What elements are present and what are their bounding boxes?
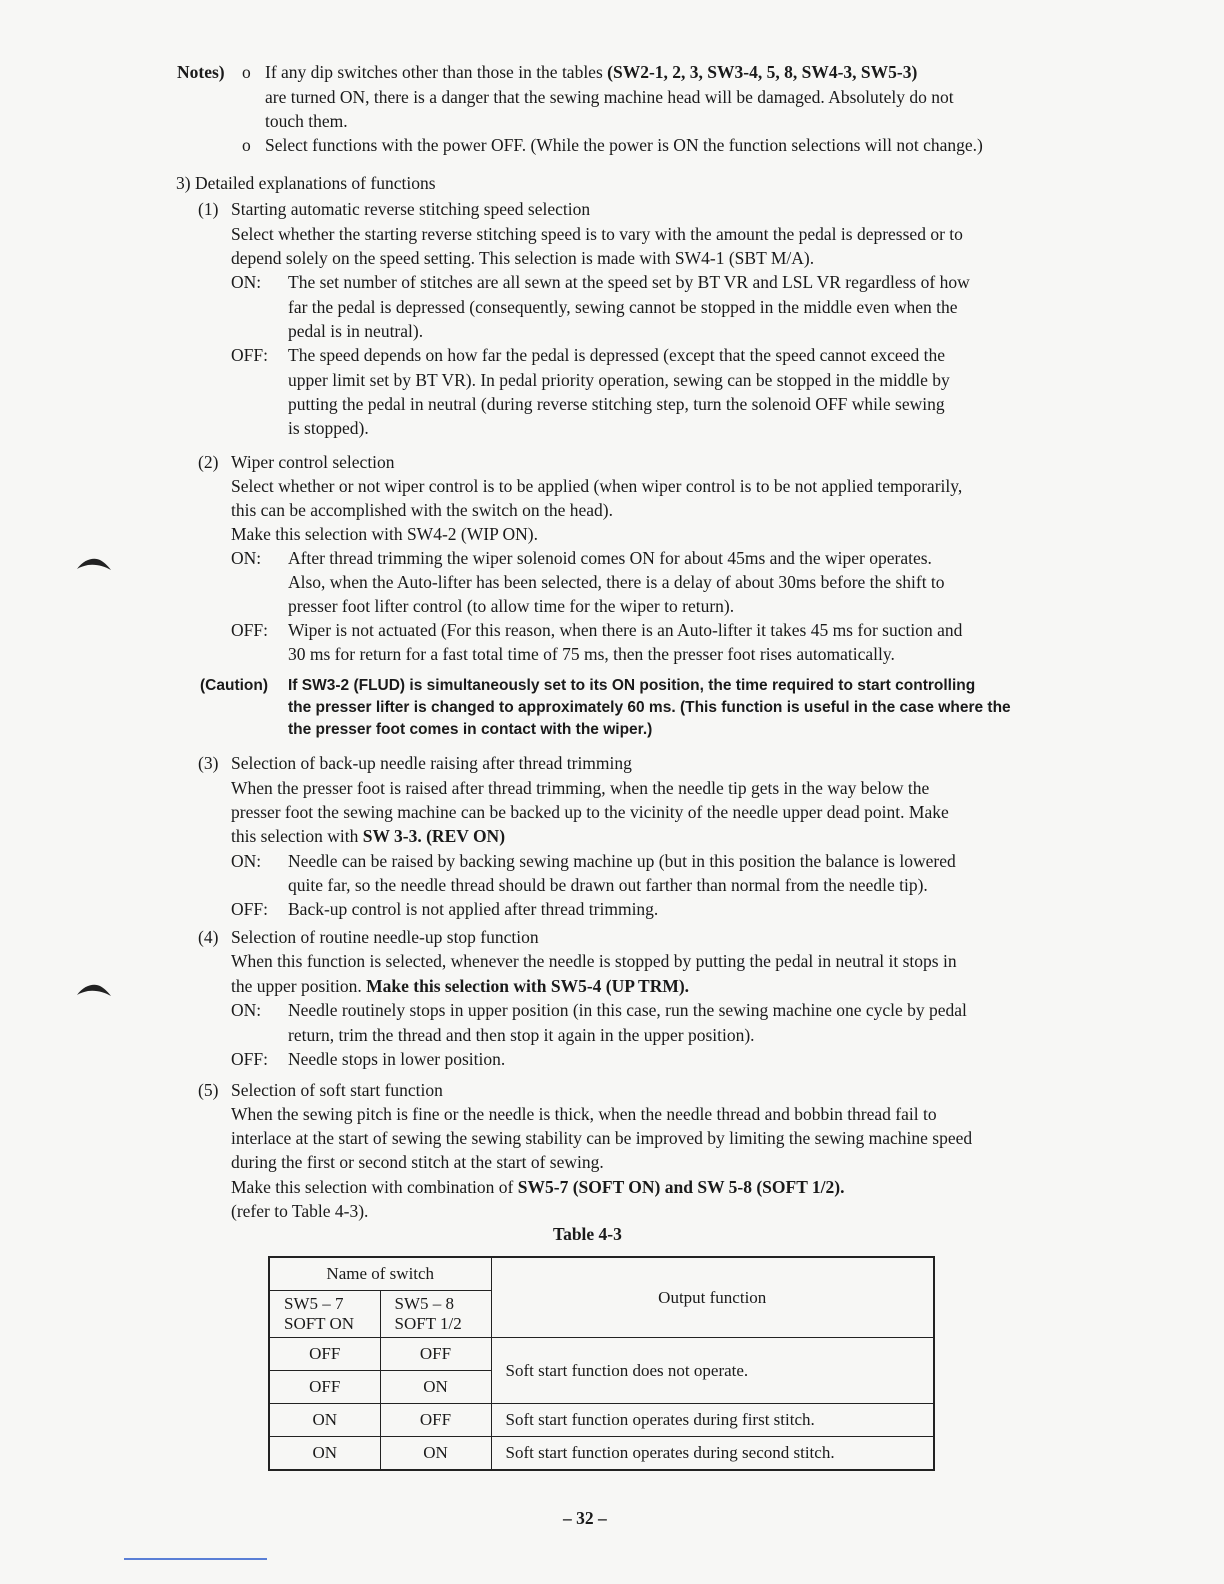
item1-off-label: OFF: xyxy=(231,345,268,365)
item5-text: Make this selection with combination of SW5-7 (SOFT ON) and SW 5-8 (SOFT 1/2). xyxy=(231,1177,845,1197)
item4-off-text: Needle stops in lower position. xyxy=(288,1049,506,1069)
section-heading: 3) Detailed explanations of functions xyxy=(176,173,436,193)
item4-title: Selection of routine needle-up stop function xyxy=(231,927,539,947)
item5-title: Selection of soft start function xyxy=(231,1080,443,1100)
table-header-output: Output function xyxy=(491,1257,934,1338)
item2-text: this can be accomplished with the switch on the head). xyxy=(231,500,613,520)
item4-on-label: ON: xyxy=(231,1000,262,1020)
binding-mark-icon xyxy=(76,557,112,571)
item2-off-text: Wiper is not actuated (For this reason, when there is an Auto-lifter it takes 45 ms for suction and xyxy=(288,620,963,640)
item3-number: (3) xyxy=(198,753,219,773)
caution-text: the presser lifter is changed to approximately 60 ms. (This function is useful in the case where the xyxy=(288,699,1011,716)
notes-bullet1-line3: touch them. xyxy=(265,111,348,131)
item4-on-text: Needle routinely stops in upper position (in this case, run the sewing machine one cycle by pedal xyxy=(288,1000,967,1020)
table-cell: OFF xyxy=(269,1338,380,1371)
binding-mark-icon xyxy=(76,983,112,997)
item1-off-text: The speed depends on how far the pedal is depressed (except that the speed cannot exceed the xyxy=(288,345,945,365)
notes-bullet1-line2: are turned ON, there is a danger that the sewing machine head will be damaged. Absolutely do not xyxy=(265,87,954,107)
table-row xyxy=(269,1404,934,1437)
table-cell: Soft start function does not operate. xyxy=(491,1338,934,1404)
table-header-group: Name of switch xyxy=(269,1257,491,1291)
item1-on-label: ON: xyxy=(231,272,262,292)
bullet-icon: o xyxy=(242,135,251,155)
item2-text: Select whether or not wiper control is to be applied (when wiper control is to be not applied temporarily, xyxy=(231,476,963,496)
switch-table xyxy=(268,1256,935,1471)
table-cell: OFF xyxy=(269,1371,380,1404)
item2-on-text: After thread trimming the wiper solenoid comes ON for about 45ms and the wiper operates. xyxy=(288,548,932,568)
item2-on-text: presser foot lifter control (to allow time for the wiper to return). xyxy=(288,596,735,616)
bottom-rule xyxy=(124,1558,267,1560)
item5-text: interlace at the start of sewing the sewing stability can be improved by limiting the sewing machine speed xyxy=(231,1128,973,1148)
item3-on-text: Needle can be raised by backing sewing machine up (but in this position the balance is lowered xyxy=(288,851,956,871)
table-header-row xyxy=(269,1257,934,1291)
item2-title: Wiper control selection xyxy=(231,452,395,472)
page-number: – 32 – xyxy=(563,1508,607,1528)
item1-on-text: pedal is in neutral). xyxy=(288,321,424,341)
item1-on-text: far the pedal is depressed (consequently, sewing cannot be stopped in the middle even when the xyxy=(288,297,958,317)
item3-on-label: ON: xyxy=(231,851,262,871)
table-row xyxy=(269,1437,934,1471)
table-cell: ON xyxy=(269,1437,380,1471)
caution-text: If SW3-2 (FLUD) is simultaneously set to its ON position, the time required to start controlling xyxy=(288,677,976,694)
table-cell: OFF xyxy=(380,1404,491,1437)
item3-text: presser foot the sewing machine can be backed up to the vicinity of the needle upper dead point. Make xyxy=(231,802,949,822)
item4-text: When this function is selected, whenever the needle is stopped by putting the pedal in neutral it stops in xyxy=(231,951,957,971)
item4-on-text: return, trim the thread and then stop it again in the upper position). xyxy=(288,1025,755,1045)
item3-off-label: OFF: xyxy=(231,899,268,919)
item5-text: When the sewing pitch is fine or the needle is thick, when the needle thread and bobbin thread fail to xyxy=(231,1104,937,1124)
table-cell: ON xyxy=(269,1404,380,1437)
table-header-sw5-8: SW5 – 8 SOFT 1/2 xyxy=(380,1291,491,1338)
item3-on-text: quite far, so the needle thread should be drawn out farther than normal from the needle tip). xyxy=(288,875,928,895)
item1-off-text: is stopped). xyxy=(288,418,369,438)
item4-off-label: OFF: xyxy=(231,1049,268,1069)
caution-text: the presser foot comes in contact with the wiper.) xyxy=(288,721,653,738)
notes-bullet2: Select functions with the power OFF. (While the power is ON the function selections will not change.) xyxy=(265,135,983,155)
notes-bullet1-line1: If any dip switches other than those in the tables (SW2-1, 2, 3, SW3-4, 5, 8, SW4-3, SW5-3) xyxy=(265,62,918,82)
item1-text: depend solely on the speed setting. This selection is made with SW4-1 (SBT M/A). xyxy=(231,248,815,268)
item1-text: Select whether the starting reverse stitching speed is to vary with the amount the pedal is depressed or to xyxy=(231,224,963,244)
item5-text: (refer to Table 4-3). xyxy=(231,1201,369,1221)
table-cell: Soft start function operates during second stitch. xyxy=(491,1437,934,1471)
table-cell: Soft start function operates during first stitch. xyxy=(491,1404,934,1437)
table-cell: ON xyxy=(380,1371,491,1404)
table-cell: OFF xyxy=(380,1338,491,1371)
item2-off-label: OFF: xyxy=(231,620,268,640)
table-cell: ON xyxy=(380,1437,491,1471)
item5-number: (5) xyxy=(198,1080,219,1100)
item1-number: (1) xyxy=(198,199,219,219)
item1-on-text: The set number of stitches are all sewn at the speed set by BT VR and LSL VR regardless of how xyxy=(288,272,970,292)
item1-off-text: putting the pedal in neutral (during reverse stitching step, turn the solenoid OFF while sewing xyxy=(288,394,945,414)
notes-label: Notes) xyxy=(177,62,225,82)
item4-text: the upper position. Make this selection with SW5-4 (UP TRM). xyxy=(231,976,690,996)
bullet-icon: o xyxy=(242,62,251,82)
caution-label: (Caution) xyxy=(200,677,269,694)
item5-text: during the first or second stitch at the start of sewing. xyxy=(231,1152,604,1172)
item1-title: Starting automatic reverse stitching speed selection xyxy=(231,199,591,219)
table-header-sw5-7: SW5 – 7 SOFT ON xyxy=(269,1291,380,1338)
table-caption: Table 4-3 xyxy=(553,1224,622,1244)
item2-text: Make this selection with SW4-2 (WIP ON). xyxy=(231,524,539,544)
item2-on-label: ON: xyxy=(231,548,262,568)
item1-off-text: upper limit set by BT VR). In pedal priority operation, sewing can be stopped in the middle by xyxy=(288,370,950,390)
item3-off-text: Back-up control is not applied after thread trimming. xyxy=(288,899,659,919)
item3-text: When the presser foot is raised after thread trimming, when the needle tip gets in the way below the xyxy=(231,778,930,798)
item3-title: Selection of back-up needle raising after thread trimming xyxy=(231,753,632,773)
item4-number: (4) xyxy=(198,927,219,947)
table-row xyxy=(269,1338,934,1371)
item2-number: (2) xyxy=(198,452,219,472)
item2-off-text: 30 ms for return for a fast total time of 75 ms, then the presser foot rises automatically. xyxy=(288,644,895,664)
item2-on-text: Also, when the Auto-lifter has been selected, there is a delay of about 30ms before the shift to xyxy=(288,572,945,592)
item3-text: this selection with SW 3-3. (REV ON) xyxy=(231,826,506,846)
